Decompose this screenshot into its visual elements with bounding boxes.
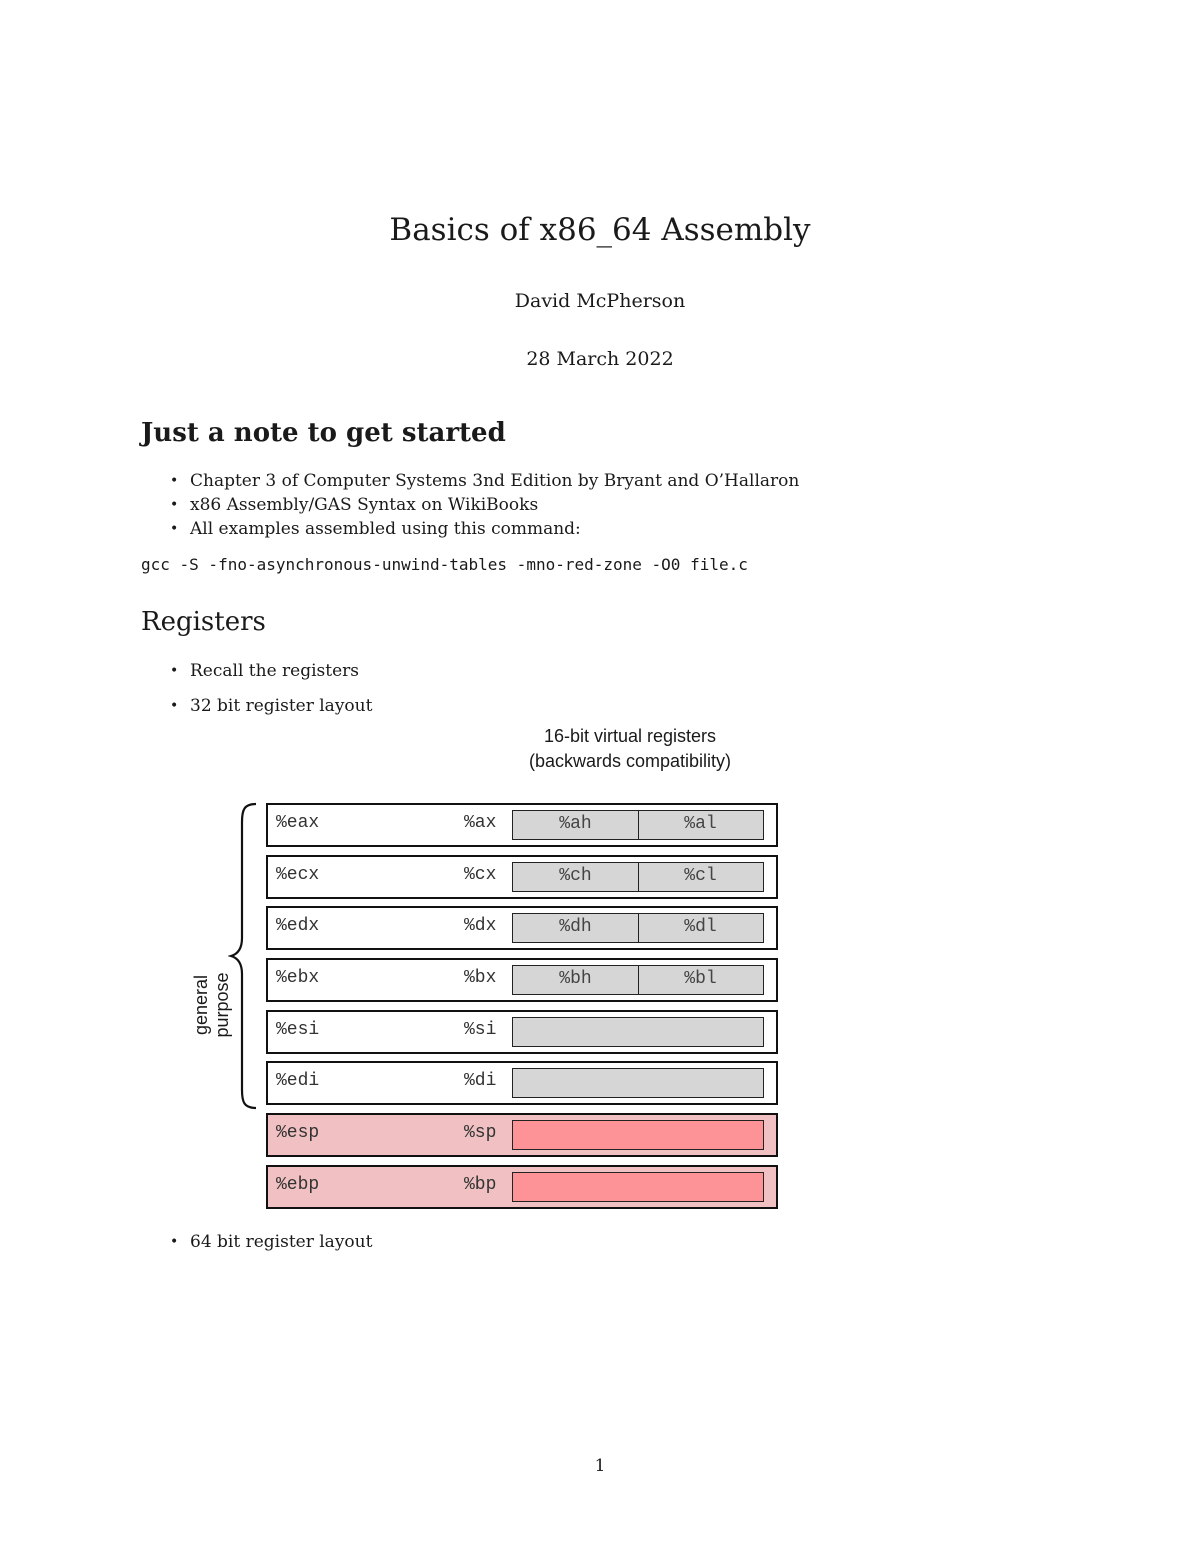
register-high-byte: %bh: [513, 966, 639, 994]
register-16bit-label: %bx: [464, 968, 497, 988]
register-low-byte: %dl: [684, 917, 717, 937]
register-row-ecx: [266, 855, 778, 899]
register-16bit-label: %ax: [464, 813, 497, 833]
register-16bit-box: [512, 1017, 764, 1047]
document-author: David McPherson: [514, 290, 686, 312]
list-item: • 32 bit register layout: [190, 694, 372, 718]
register-row-edx: [266, 906, 778, 950]
register-16bit-label: %dx: [464, 916, 497, 936]
register-16bit-box: [512, 1120, 764, 1150]
page-number: 1: [594, 1456, 606, 1476]
register-32bit-label: %edx: [276, 916, 320, 936]
register-row-esi: [266, 1010, 778, 1054]
register-low-byte: %al: [684, 814, 717, 834]
register-row-edi: [266, 1061, 778, 1105]
register-16bit-box: [512, 965, 764, 995]
section-heading-registers: Registers: [141, 607, 266, 637]
list-item: • All examples assembled using this command:: [190, 517, 799, 541]
register-low-byte: %bl: [684, 969, 717, 989]
register-row-eax: [266, 803, 778, 847]
registers-bullet-list: [190, 659, 372, 729]
list-item: • Chapter 3 of Computer Systems 3nd Edition by Bryant and O’Hallaron: [190, 469, 799, 493]
register-32bit-label: %ebp: [276, 1175, 320, 1195]
register-32bit-label: %esi: [276, 1020, 320, 1040]
virtual-registers-label: [490, 724, 770, 774]
document-title: Basics of x86_64 Assembly: [389, 212, 811, 248]
register-16bit-label: %bp: [464, 1175, 497, 1195]
virtual-registers-label-line2: (backwards compatibility): [528, 751, 732, 771]
register-16bit-label: %sp: [464, 1123, 497, 1143]
register-16bit-label: %cx: [464, 865, 497, 885]
register-32bit-label: %edi: [276, 1071, 320, 1091]
curly-brace-icon: [228, 802, 262, 1110]
list-item: • Recall the registers: [190, 659, 372, 683]
register-row-ebx: [266, 958, 778, 1002]
register-32bit-label: %esp: [276, 1123, 320, 1143]
virtual-registers-label-line1: 16-bit virtual registers: [543, 726, 717, 746]
list-item: • 64 bit register layout: [190, 1230, 372, 1254]
register-32bit-label: %eax: [276, 813, 320, 833]
register-16bit-box: [512, 810, 764, 840]
register-row-esp: [266, 1113, 778, 1157]
register-32bit-label: %ecx: [276, 865, 320, 885]
register-16bit-box: [512, 913, 764, 943]
list-item: • x86 Assembly/GAS Syntax on WikiBooks: [190, 493, 799, 517]
register-high-byte: %ah: [513, 811, 639, 839]
register-16bit-box: [512, 1068, 764, 1098]
register-high-byte: %dh: [513, 914, 639, 942]
command-line: gcc -S -fno-asynchronous-unwind-tables -mno-red-zone -O0 file.c: [141, 555, 748, 574]
note-bullet-list: [190, 469, 799, 541]
register-16bit-box: [512, 1172, 764, 1202]
document-date: 28 March 2022: [526, 348, 674, 370]
section-heading-note: Just a note to get started: [141, 418, 506, 448]
register-low-byte: %cl: [684, 866, 717, 886]
register-16bit-box: [512, 862, 764, 892]
register-row-ebp: [266, 1165, 778, 1209]
register-high-byte: %ch: [513, 863, 639, 891]
general-purpose-label: general purpose: [191, 972, 232, 1038]
register-16bit-label: %si: [464, 1020, 497, 1040]
registers-bullet-list-2: [190, 1230, 372, 1254]
register-32bit-label: %ebx: [276, 968, 320, 988]
register-16bit-label: %di: [464, 1071, 497, 1091]
